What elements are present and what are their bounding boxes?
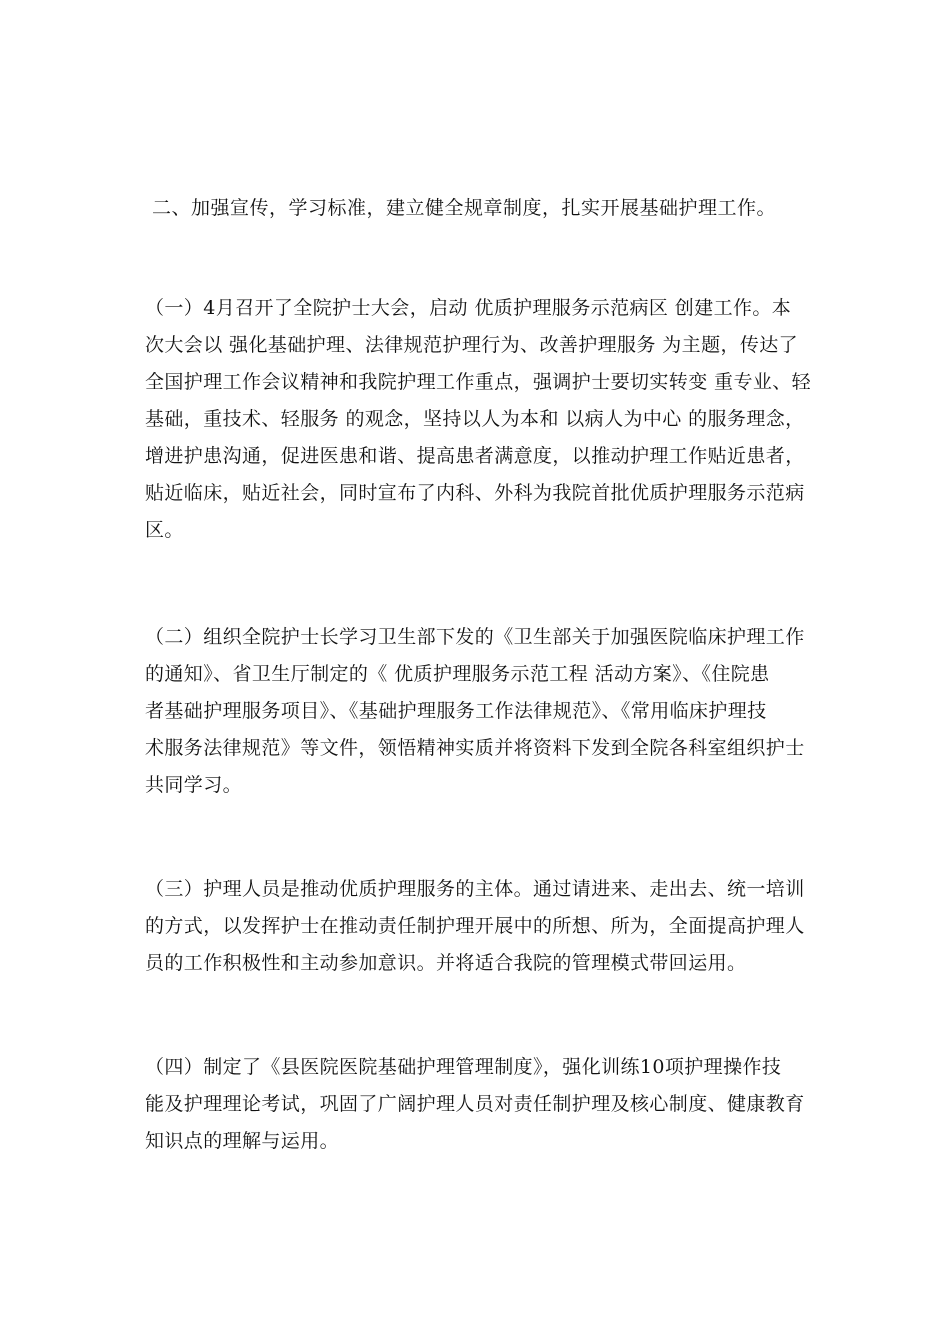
paragraph-line: 增进护患沟通，促进医患和谐、提高患者满意度，以推动护理工作贴近患者，: [145, 445, 805, 467]
paragraph-line: 者基础护理服务项目》、《基础护理服务工作法律规范》、《常用临床护理技: [145, 700, 767, 722]
paragraph-line: （二）组织全院护士长学习卫生部下发的《卫生部关于加强医院临床护理工作: [145, 626, 805, 648]
paragraph-line: 能及护理理论考试，巩固了广阔护理人员对责任制护理及核心制度、健康教育: [145, 1093, 805, 1115]
paragraph-line: 的通知》、省卫生厅制定的《 优质护理服务示范工程 活动方案》、《住院患: [145, 663, 770, 685]
paragraph-line: （三）护理人员是推动优质护理服务的主体。通过请进来、走出去、统一培训: [145, 878, 805, 900]
paragraph-1: [145, 290, 817, 549]
paragraph-line: 员的工作积极性和主动参加意识。并将适合我院的管理模式带回运用。: [145, 952, 747, 974]
paragraph-line: （一）4月召开了全院护士大会，启动 优质护理服务示范病区 创建工作。本: [145, 297, 792, 319]
paragraph-2: [145, 619, 817, 804]
paragraph-line: 的方式，以发挥护士在推动责任制护理开展中的所想、所为，全面提高护理人: [145, 915, 805, 937]
paragraph-line: （四）制定了《县医院医院基础护理管理制度》，强化训练10项护理操作技: [145, 1056, 782, 1078]
paragraph-line: 区。: [145, 519, 184, 541]
paragraph-3: [145, 871, 817, 982]
section-heading: 二、加强宣传，学习标准，建立健全规章制度，扎实开展基础护理工作。: [152, 197, 777, 219]
paragraph-4: [145, 1049, 817, 1160]
paragraph-line: 知识点的理解与运用。: [145, 1130, 340, 1152]
paragraph-line: 共同学习。: [145, 774, 243, 796]
paragraph-line: 全国护理工作会议精神和我院护理工作重点，强调护士要切实转变 重专业、轻: [145, 371, 812, 393]
paragraph-line: 基础，重技术、轻服务 的观念，坚持以人为本和 以病人为中心 的服务理念，: [145, 408, 805, 430]
paragraph-line: 术服务法律规范》等文件，领悟精神实质并将资料下发到全院各科室组织护士: [145, 737, 805, 759]
paragraph-line: 次大会以 强化基础护理、法律规范护理行为、改善护理服务 为主题，传达了: [145, 334, 799, 356]
paragraph-line: 贴近临床，贴近社会，同时宣布了内科、外科为我院首批优质护理服务示范病: [145, 482, 805, 504]
